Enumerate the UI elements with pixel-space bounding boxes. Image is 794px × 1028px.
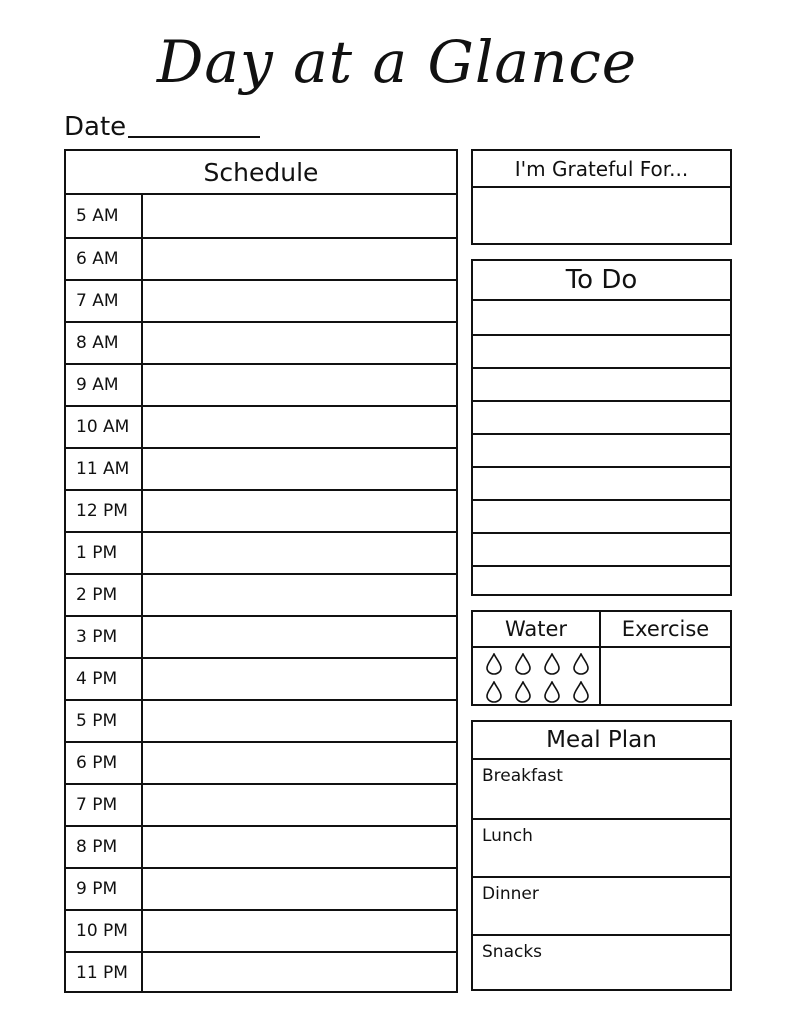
schedule-row bbox=[66, 741, 456, 783]
meal-plan-header: Meal Plan bbox=[473, 722, 730, 760]
time-label: 5 AM bbox=[66, 195, 143, 237]
time-label: 7 PM bbox=[66, 785, 143, 825]
time-label: 10 PM bbox=[66, 911, 143, 951]
water-drop-icon[interactable] bbox=[514, 681, 532, 703]
time-label: 4 PM bbox=[66, 659, 143, 699]
schedule-row bbox=[66, 279, 456, 321]
schedule-row bbox=[66, 447, 456, 489]
time-label: 3 PM bbox=[66, 617, 143, 657]
schedule-header: Schedule bbox=[66, 151, 456, 195]
schedule-entry-cell[interactable] bbox=[143, 869, 456, 909]
schedule-entry-cell[interactable] bbox=[143, 239, 456, 279]
schedule-row bbox=[66, 951, 456, 993]
schedule-row bbox=[66, 657, 456, 699]
water-drop-icon[interactable] bbox=[485, 653, 503, 675]
todo-item-line[interactable] bbox=[473, 301, 730, 334]
time-label: 8 PM bbox=[66, 827, 143, 867]
date-field[interactable] bbox=[64, 112, 260, 142]
schedule-entry-cell[interactable] bbox=[143, 659, 456, 699]
schedule-entry-cell[interactable] bbox=[143, 827, 456, 867]
schedule-entry-cell[interactable] bbox=[143, 365, 456, 405]
page-title: Day at a Glance bbox=[156, 28, 638, 96]
todo-item-line[interactable] bbox=[473, 499, 730, 532]
schedule-row bbox=[66, 321, 456, 363]
meal-row[interactable] bbox=[473, 876, 730, 934]
time-label: 10 AM bbox=[66, 407, 143, 447]
time-label: 8 AM bbox=[66, 323, 143, 363]
schedule-row bbox=[66, 531, 456, 573]
schedule-entry-cell[interactable] bbox=[143, 701, 456, 741]
grateful-header: I'm Grateful For... bbox=[473, 151, 730, 188]
todo-item-line[interactable] bbox=[473, 466, 730, 499]
schedule-row bbox=[66, 195, 456, 237]
time-label: 6 AM bbox=[66, 239, 143, 279]
schedule-entry-cell[interactable] bbox=[143, 953, 456, 993]
todo-header: To Do bbox=[473, 261, 730, 301]
todo-item-line[interactable] bbox=[473, 532, 730, 565]
date-label: Date bbox=[64, 112, 127, 142]
water-header: Water bbox=[473, 612, 599, 648]
time-label: 9 PM bbox=[66, 869, 143, 909]
schedule-entry-cell[interactable] bbox=[143, 449, 456, 489]
water-drops bbox=[473, 648, 599, 703]
schedule-entry-cell[interactable] bbox=[143, 323, 456, 363]
meal-label: Snacks bbox=[482, 942, 543, 962]
water-drop-icon[interactable] bbox=[514, 653, 532, 675]
time-label: 11 AM bbox=[66, 449, 143, 489]
exercise-column bbox=[601, 612, 730, 704]
schedule-row bbox=[66, 615, 456, 657]
meal-label: Breakfast bbox=[482, 766, 563, 786]
todo-item-line[interactable] bbox=[473, 367, 730, 400]
schedule-row bbox=[66, 363, 456, 405]
schedule-row bbox=[66, 573, 456, 615]
meal-label: Dinner bbox=[482, 884, 539, 904]
todo-rows bbox=[473, 301, 730, 598]
time-label: 11 PM bbox=[66, 953, 143, 993]
schedule-entry-cell[interactable] bbox=[143, 195, 456, 237]
time-label: 2 PM bbox=[66, 575, 143, 615]
todo-item-line[interactable] bbox=[473, 400, 730, 433]
schedule-entry-cell[interactable] bbox=[143, 785, 456, 825]
schedule-entry-cell[interactable] bbox=[143, 575, 456, 615]
time-label: 9 AM bbox=[66, 365, 143, 405]
meal-row[interactable] bbox=[473, 818, 730, 876]
water-drop-icon[interactable] bbox=[543, 653, 561, 675]
time-label: 5 PM bbox=[66, 701, 143, 741]
water-drop-icon[interactable] bbox=[572, 681, 590, 703]
meal-label: Lunch bbox=[482, 826, 533, 846]
schedule-section bbox=[64, 149, 458, 993]
schedule-row bbox=[66, 825, 456, 867]
time-label: 1 PM bbox=[66, 533, 143, 573]
schedule-row bbox=[66, 237, 456, 279]
grateful-section bbox=[471, 149, 732, 245]
water-drop-icon[interactable] bbox=[543, 681, 561, 703]
date-blank-line[interactable] bbox=[128, 136, 260, 138]
schedule-entry-cell[interactable] bbox=[143, 533, 456, 573]
schedule-entry-cell[interactable] bbox=[143, 281, 456, 321]
schedule-row bbox=[66, 867, 456, 909]
schedule-entry-cell[interactable] bbox=[143, 911, 456, 951]
todo-section bbox=[471, 259, 732, 596]
meal-row[interactable] bbox=[473, 760, 730, 818]
todo-item-line[interactable] bbox=[473, 334, 730, 367]
water-exercise-section bbox=[471, 610, 732, 706]
water-drop-icon[interactable] bbox=[485, 681, 503, 703]
exercise-header: Exercise bbox=[601, 612, 730, 648]
schedule-entry-cell[interactable] bbox=[143, 407, 456, 447]
water-column bbox=[473, 612, 601, 704]
schedule-row bbox=[66, 699, 456, 741]
schedule-entry-cell[interactable] bbox=[143, 617, 456, 657]
schedule-row bbox=[66, 489, 456, 531]
todo-item-line[interactable] bbox=[473, 433, 730, 466]
schedule-row bbox=[66, 405, 456, 447]
schedule-entry-cell[interactable] bbox=[143, 743, 456, 783]
meal-rows bbox=[473, 760, 730, 991]
time-label: 7 AM bbox=[66, 281, 143, 321]
schedule-row bbox=[66, 783, 456, 825]
schedule-rows bbox=[66, 195, 456, 993]
meal-plan-section bbox=[471, 720, 732, 991]
time-label: 12 PM bbox=[66, 491, 143, 531]
water-drop-icon[interactable] bbox=[572, 653, 590, 675]
schedule-entry-cell[interactable] bbox=[143, 491, 456, 531]
schedule-row bbox=[66, 909, 456, 951]
todo-item-line[interactable] bbox=[473, 565, 730, 598]
time-label: 6 PM bbox=[66, 743, 143, 783]
meal-row[interactable] bbox=[473, 934, 730, 991]
